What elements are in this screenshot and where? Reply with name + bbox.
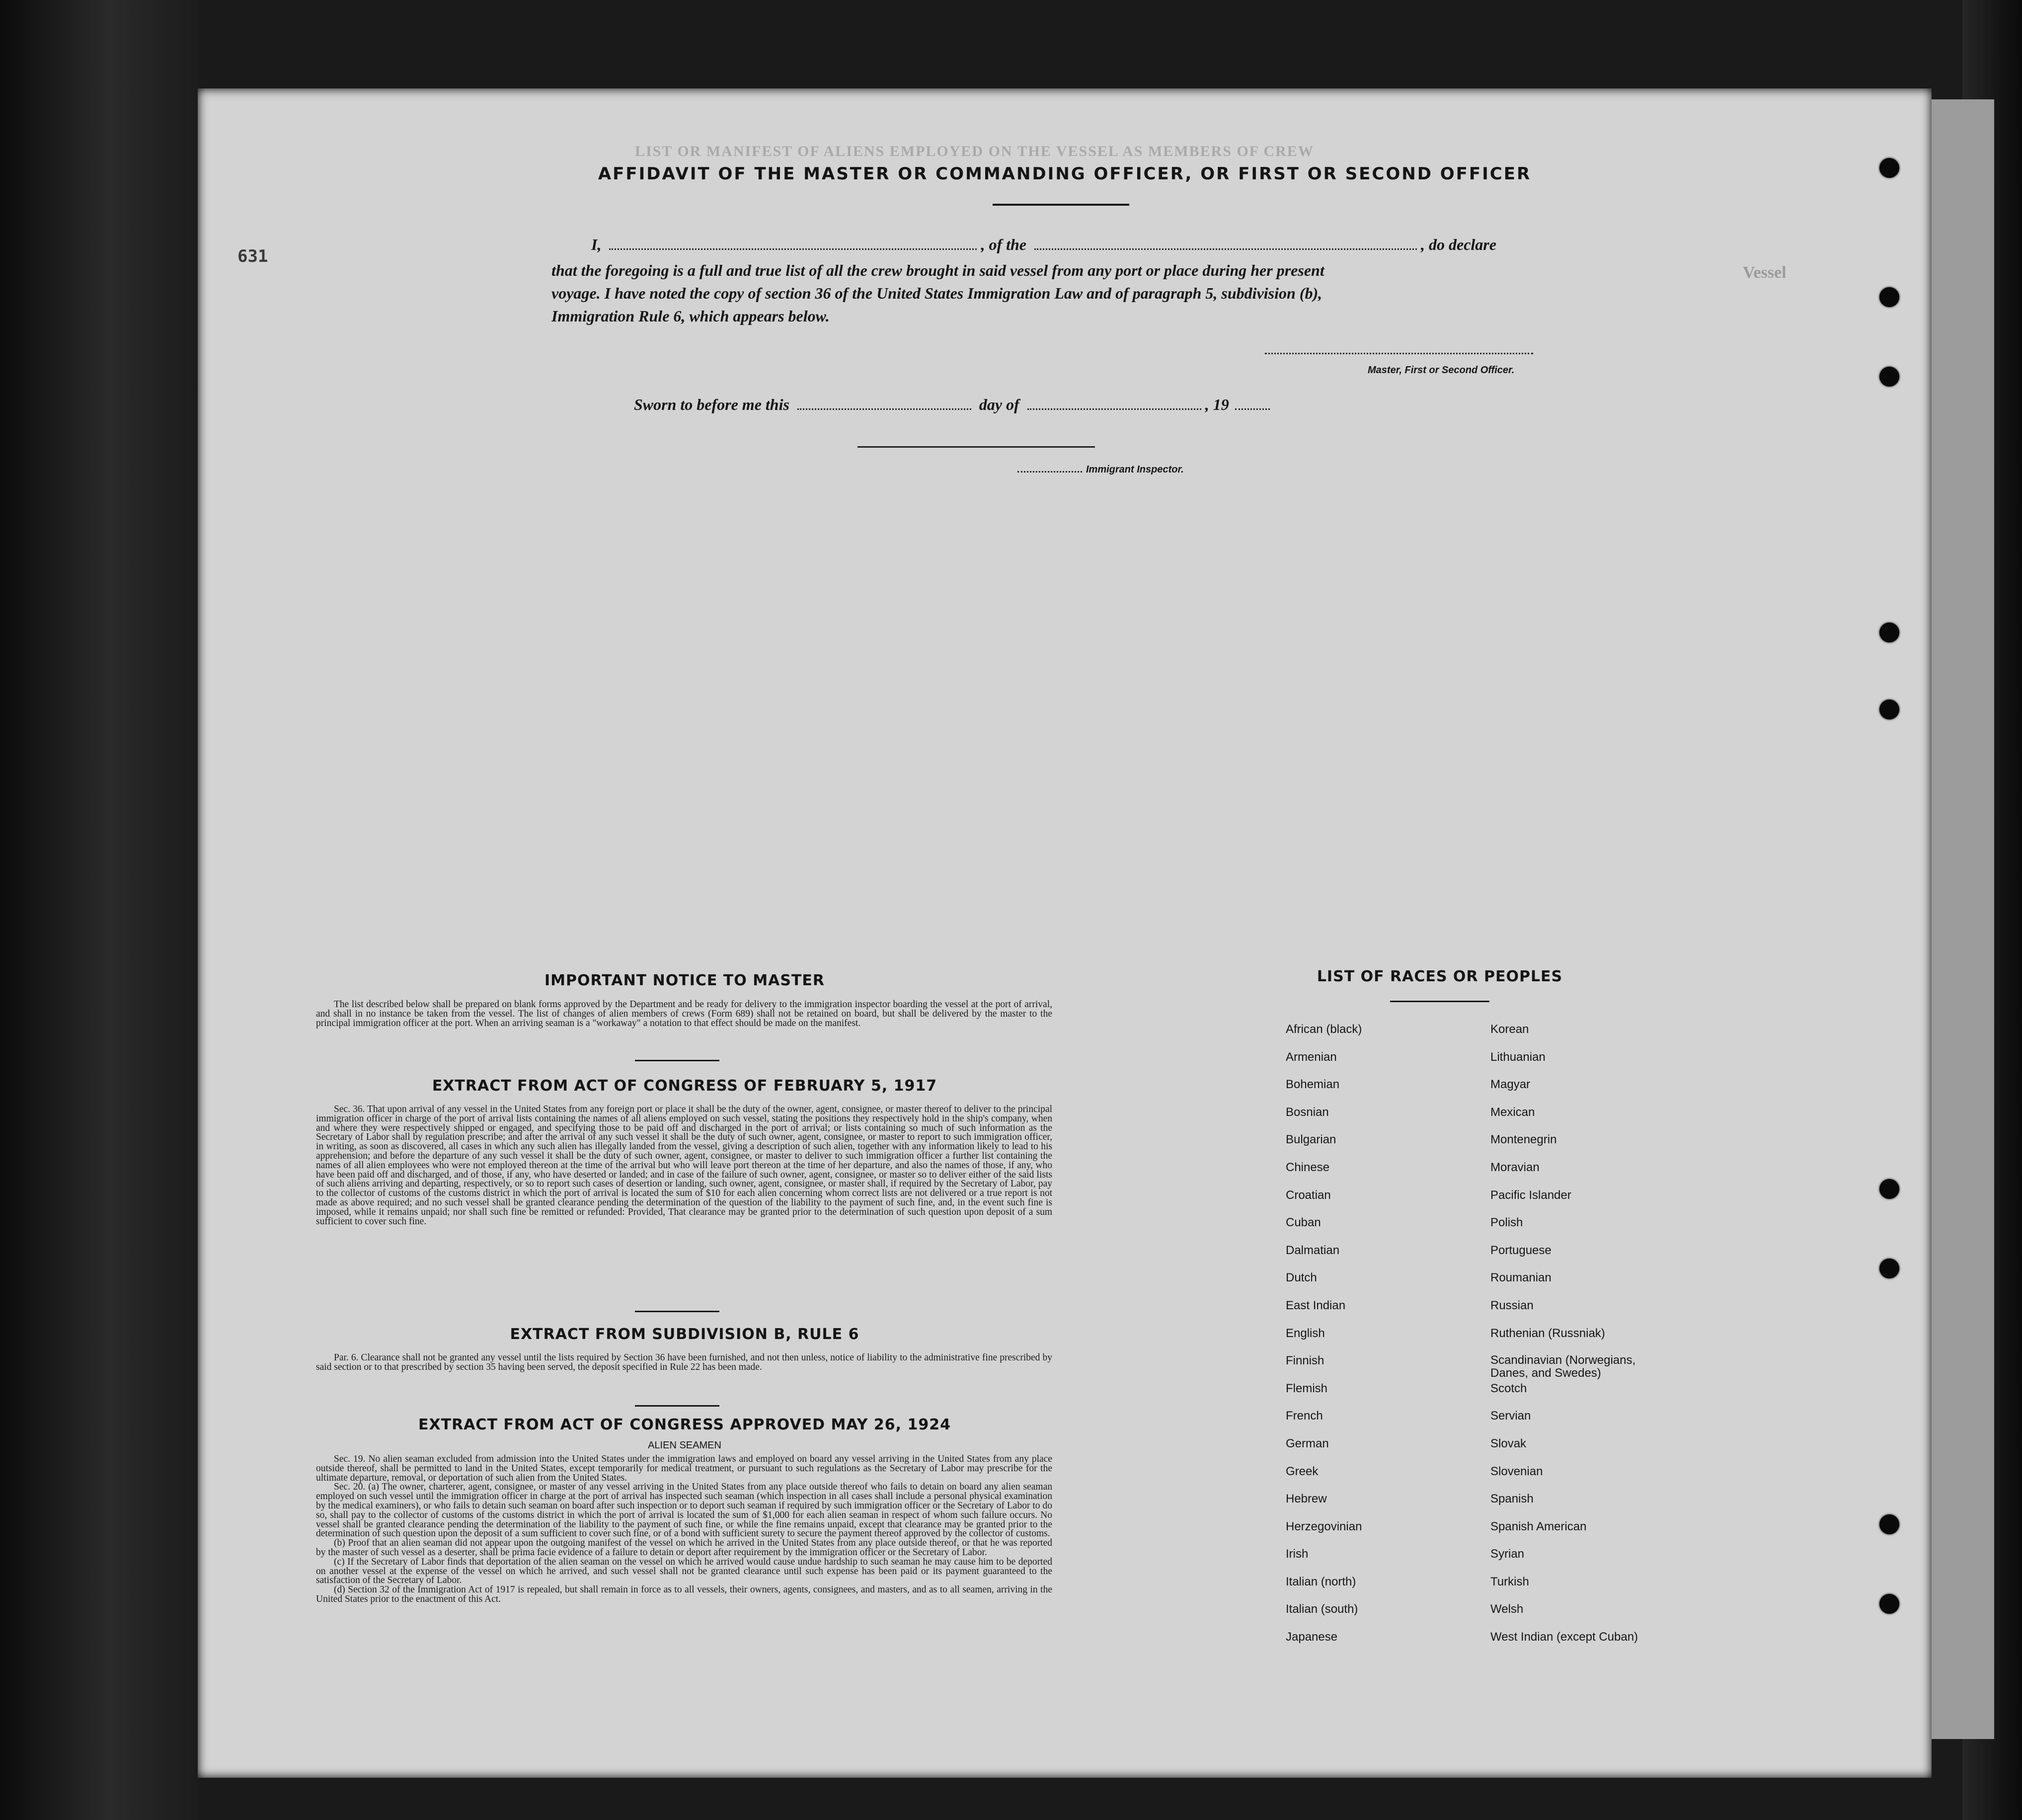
race-item: Russian bbox=[1490, 1298, 1534, 1312]
paragraph: Sec. 19. No alien seaman excluded from admission into the United States under the immigration laws and employed on board any vessel arriving in the United States from any place outside thereof, shall be permitted to land in the United States, except temporarily for medical treatment, or pursuant to such regulations as the Secretary of Labor may prescribe for the ultimate departure, removal, or deportation of such alien from the United States. bbox=[316, 1454, 1052, 1483]
divider bbox=[635, 1311, 719, 1312]
race-item: Dutch bbox=[1286, 1271, 1317, 1285]
affidavit-line-1: I, , of the , do declare bbox=[591, 236, 1496, 253]
race-item: Slovak bbox=[1490, 1436, 1527, 1450]
manifest-page bbox=[198, 88, 1932, 1778]
race-item: Korean bbox=[1490, 1023, 1529, 1036]
underlying-sheet-edge bbox=[1923, 99, 1994, 1739]
punch-hole bbox=[1879, 1594, 1899, 1614]
divider bbox=[635, 1405, 719, 1407]
race-item: Cuban bbox=[1286, 1216, 1321, 1230]
race-item: Bulgarian bbox=[1286, 1133, 1336, 1147]
race-item: Japanese bbox=[1286, 1630, 1338, 1644]
punch-hole bbox=[1879, 367, 1899, 387]
race-item: Herzegovinian bbox=[1286, 1519, 1362, 1533]
affidavit-line-2: that the foregoing is a full and true list of all the crew brought in said vessel from any port or place during her present bbox=[551, 261, 1324, 279]
race-item: Hebrew bbox=[1286, 1492, 1327, 1506]
race-item: Servian bbox=[1490, 1409, 1531, 1423]
races-column-2 bbox=[1490, 1023, 1689, 1658]
divider bbox=[635, 1060, 719, 1061]
affidavit-title: AFFIDAVIT OF THE MASTER OR COMMANDING OFFICER, OR FIRST OR SECOND OFFICER bbox=[598, 164, 1532, 184]
race-item: Spanish American bbox=[1490, 1519, 1587, 1533]
punch-hole bbox=[1879, 1179, 1899, 1199]
race-item: Spanish bbox=[1490, 1492, 1534, 1506]
vessel-blank[interactable] bbox=[1034, 248, 1417, 250]
race-item: Greek bbox=[1286, 1464, 1319, 1478]
affidavit-line-3: voyage. I have noted the copy of section 36 of the United States Immigration Law and of paragraph 5, subdivision (b), bbox=[551, 284, 1322, 302]
race-item: Ruthenian (Russniak) bbox=[1490, 1326, 1605, 1340]
punch-hole bbox=[1879, 700, 1899, 719]
inspector-caption: Immigrant Inspector. bbox=[1017, 464, 1184, 475]
page-number-stamp: 631 bbox=[237, 246, 268, 266]
race-item: Bohemian bbox=[1286, 1078, 1340, 1092]
master-signature-line[interactable] bbox=[1265, 353, 1533, 354]
name-blank[interactable] bbox=[609, 248, 977, 250]
race-item: East Indian bbox=[1286, 1298, 1346, 1312]
bleed-through-vessel-label: Vessel bbox=[1743, 263, 1787, 282]
extract-1924-body bbox=[316, 1455, 1052, 1604]
race-item: Mexican bbox=[1490, 1105, 1535, 1119]
race-item: Scotch bbox=[1490, 1381, 1527, 1395]
extract-1917-title: EXTRACT FROM ACT OF CONGRESS OF FEBRUARY 5, 1917 bbox=[432, 1077, 937, 1095]
title-underline bbox=[993, 204, 1129, 206]
paragraph: Sec. 20. (a) The owner, charterer, agent, consignee, or master of any vessel arriving in the United States from any place outside thereof who fails to detain on board any alien seaman employed on such vessel until the immigration officer in charge at the port of arrival has inspected such seaman (which inspection in all cases shall include a personal physical examination by the medical examiners), or who fails to detain such seaman on board after such inspection or to deport such seaman if required by such immigration officer or the Secretary of Labor to do so, shall pay to the collector of customs of the customs district in which the port of arrival is located the sum of $1,000 for each alien seaman in respect of whom such failure occurs. No vessel shall be granted clearance pending the determination of the liability to the payment of such fine, or while the fine remains unpaid, except that clearance may be granted prior to the determination of such question upon the deposit of a sum sufficient to cover such fine, or of a bond with sufficient surety to secure the payment thereof approved by the collector of customs. bbox=[316, 1482, 1052, 1539]
race-item: Flemish bbox=[1286, 1381, 1328, 1395]
races-title: LIST OF RACES OR PEOPLES bbox=[1317, 968, 1563, 985]
race-item: English bbox=[1286, 1326, 1325, 1340]
race-item: Turkish bbox=[1490, 1575, 1529, 1588]
punch-hole bbox=[1879, 1259, 1899, 1278]
inspector-signature-line[interactable] bbox=[857, 446, 1095, 448]
notice-body: The list described below shall be prepared on blank forms approved by the Department and be ready for delivery to the immigration inspector boarding the vessel at the port of arrival, and shall in no instance be taken from the vessel. The list of changes of alien members of crews (Form 689) shall not be retained on board, but shall be delivered by the master to the principal immigration officer at the port. When an arriving seaman is a "workaway" a notation to that effect should be made on the manifest. bbox=[316, 999, 1052, 1029]
bleed-through-heading: LIST OR MANIFEST OF ALIENS EMPLOYED ON THE VESSEL AS MEMBERS OF CREW bbox=[635, 143, 1314, 159]
sworn-year-blank[interactable] bbox=[1235, 408, 1270, 410]
punch-hole bbox=[1879, 287, 1899, 307]
race-item: Portuguese bbox=[1490, 1243, 1552, 1257]
race-item: Finnish bbox=[1286, 1354, 1324, 1368]
race-item: German bbox=[1286, 1436, 1329, 1450]
affidavit-line-4: Immigration Rule 6, which appears below. bbox=[551, 307, 830, 325]
race-item: Syrian bbox=[1490, 1547, 1525, 1561]
notice-title: IMPORTANT NOTICE TO MASTER bbox=[544, 972, 825, 989]
punch-hole bbox=[1879, 1514, 1899, 1534]
master-signature-caption: Master, First or Second Officer. bbox=[1368, 365, 1515, 376]
races-underline bbox=[1390, 1001, 1489, 1002]
race-item: Magyar bbox=[1490, 1078, 1531, 1092]
race-item: Armenian bbox=[1286, 1050, 1337, 1064]
paragraph: (c) If the Secretary of Labor finds that deportation of the alien seaman on the vessel on which he arrived would cause undue hardship to such seaman he may cause him to be deported on another vessel at the expense of the vessel on which he arrived, and such vessel shall not be granted clearance until such expense has been paid or its payment guaranteed to the satisfaction of the Secretary of Labor. bbox=[316, 1556, 1052, 1586]
extract-rule6-title: EXTRACT FROM SUBDIVISION B, RULE 6 bbox=[510, 1326, 859, 1343]
races-column-1 bbox=[1286, 1023, 1475, 1658]
race-item: French bbox=[1286, 1409, 1323, 1423]
sworn-line: Sworn to before me this day of , 19 bbox=[634, 396, 1270, 414]
extract-1924-title: EXTRACT FROM ACT OF CONGRESS APPROVED MAY 26, 1924 bbox=[418, 1416, 951, 1433]
race-item: Pacific Islander bbox=[1490, 1188, 1571, 1202]
extract-rule6-body: Par. 6. Clearance shall not be granted any vessel until the lists required by Section 36 have been furnished, and not then unless, notice of liability to the administrative fine prescribed by said section or to that prescribed by section 35 having been served, the deposit specified in Rule 22 has been made. bbox=[316, 1352, 1052, 1372]
paragraph: (d) Section 32 of the Immigration Act of 1917 is repealed, but shall remain in force as to all vessels, their owners, agents, consignees, and masters, and as to all seamen, arriving in the United States prior to the enactment of this Act. bbox=[316, 1584, 1052, 1604]
race-item: Roumanian bbox=[1490, 1271, 1552, 1285]
race-item: Welsh bbox=[1490, 1602, 1524, 1616]
race-item: Dalmatian bbox=[1286, 1243, 1340, 1257]
race-item: Lithuanian bbox=[1490, 1050, 1546, 1064]
race-item: Montenegrin bbox=[1490, 1133, 1557, 1147]
race-item: Scandinavian (Norwegians, Danes, and Swedes) bbox=[1490, 1353, 1636, 1380]
sworn-month-blank[interactable] bbox=[1027, 408, 1201, 410]
paragraph: (b) Proof that an alien seaman did not appear upon the outgoing manifest of the vessel on which he arrived in the United States from any place outside thereof, or that he was reported by the master of such vessel as a deserter, shall be prima facie evidence of a failure to detain or deport after requirement by the immigration officer or the Secretary of Labor. bbox=[316, 1538, 1052, 1558]
race-item: Croatian bbox=[1286, 1188, 1331, 1202]
punch-hole bbox=[1879, 623, 1899, 642]
race-item: Chinese bbox=[1286, 1160, 1330, 1174]
race-item: Polish bbox=[1490, 1216, 1523, 1230]
race-item: African (black) bbox=[1286, 1023, 1362, 1036]
race-item: Bosnian bbox=[1286, 1105, 1329, 1119]
race-item: West Indian (except Cuban) bbox=[1490, 1630, 1638, 1644]
race-item: Slovenian bbox=[1490, 1464, 1543, 1478]
sworn-day-blank[interactable] bbox=[797, 408, 971, 410]
race-item: Irish bbox=[1286, 1547, 1309, 1561]
left-binding-strip bbox=[0, 0, 199, 1820]
race-item: Italian (north) bbox=[1286, 1575, 1356, 1588]
race-item: Italian (south) bbox=[1286, 1602, 1358, 1616]
race-item: Moravian bbox=[1490, 1160, 1540, 1174]
inspector-dots bbox=[1017, 471, 1082, 473]
alien-seamen-subtitle: ALIEN SEAMEN bbox=[648, 1440, 721, 1451]
extract-1917-body: Sec. 36. That upon arrival of any vessel in the United States from any foreign port or place it shall be the duty of the owner, agent, consignee, or master thereof to deliver to the principal immigration officer in charge of the port of arrival lists containing the names of all aliens employed on such vessel, stating the positions they respectively hold in the ship's company, when and where they were respectively shipped or engaged, and specifying those to be paid off and discharged in the port of arrival; or lists containing so much of such information as the Secretary of Labor shall by regulation prescribe; and after the arrival of any such vessel it shall be the duty of such owner, agent, consignee, or master to report to such immigration officer, in writing, as soon as discovered, all cases in which any such alien has illegally landed from the vessel, giving a description of such alien, together with any information likely to lead to his apprehension; and before the departure of any such vessel it shall be the duty of such owner, agent, consignee, or master to deliver to such immigration officer a further list containing the names of all alien employees who were not employed thereon at the time of the arrival but who will leave port thereon at the time of her departure, and also the names of those, if any, who have been paid off and discharged, and of those, if any, who have deserted or landed; and in case of the failure of such owner, agent, consignee, or master so to deliver either of the said lists of such aliens arriving and departing, respectively, or so to report such cases of desertion or landing, such owner, agent, consignee, or master shall, if required by the Secretary of Labor, pay to the collector of customs of the customs district in which the port of arrival is located the sum of $10 for each alien concerning whom correct lists are not delivered or a true report is not made as above required; and no such vessel shall be granted clearance pending the determination of the question of the liability to the payment of such fine, and, in the event such fine is imposed, while it remains unpaid; nor shall such fine be remitted or refunded: Provided, That clearance may be granted prior to the determination of such question upon deposit of a sum sufficient to cover such fine. bbox=[316, 1104, 1052, 1227]
